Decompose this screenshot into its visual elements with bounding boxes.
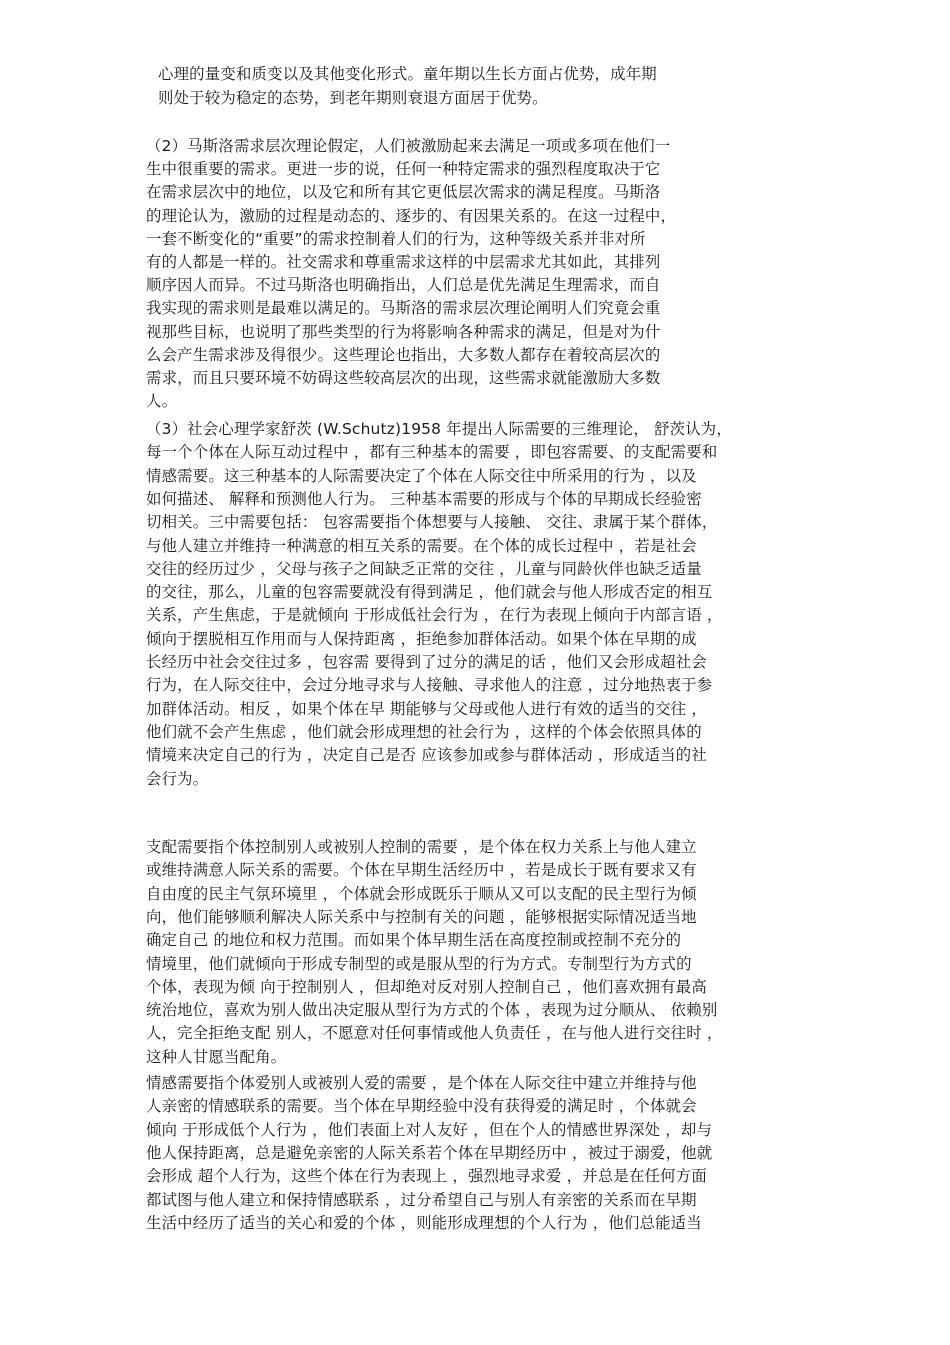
- paragraph-2-line-3: 在需求层次中的地位，以及它和所有其它更低层次需求的满足程度。马斯洛: [146, 183, 661, 202]
- paragraph-2-line-9: 视那些目标，也说明了那些类型的行为将影响各种需求的满足，但是对为什: [146, 322, 661, 341]
- paragraph-4-line-5: 确定自己 的地位和权力范围。而如果个体早期生活在高度控制或控制不充分的: [146, 931, 682, 950]
- paragraph-3-line-15: 情境来决定自己的行为 ，决定自己是否 应该参加或参与群体活动 ，形成适当的社: [146, 746, 707, 765]
- paragraph-2-line-4: 的理论认为，激励的过程是动态的、逐步的、有因果关系的。在这一过程中，: [146, 206, 677, 225]
- paragraph-3-line-12: 行为，在人际交往中，会过分地寻求与人接触、寻求他人的注意 ，过分地热衷于参: [146, 676, 713, 695]
- paragraph-2-line-1: （2）马斯洛需求层次理论假定，人们被激励起来去满足一项或多项在他们一: [146, 137, 671, 155]
- paragraph-4-line-4: 向，他们能够顺利解决人际关系中与控制有关的问题 ，能够根据实际情况适当地: [146, 907, 697, 926]
- paragraph-4-line-3: 自由度的民主气氛环境里 ，个体就会形成既乐于顺从又可以支配的民主型行为倾: [146, 884, 697, 903]
- paragraph-5-line-7: 生活中经历了适当的关心和爱的个体 ，则能形成理想的个人行为 ，他们总能适当: [146, 1213, 702, 1232]
- paragraph-3-line-8: 的交往，那么，儿童的包容需要就没有得到满足 ，他们就会与他人形成否定的相互: [146, 583, 713, 602]
- paragraph-3-line-13: 加群体活动。相反 ，如果个体在早 期能够与父母或他人进行有效的适当的交往 ，: [146, 699, 707, 718]
- paragraph-5-line-4: 他人保持距离，总是避免亲密的人际关系若个体在早期经历中 ，被过于溺爱，他就: [146, 1143, 713, 1162]
- paragraph-1-line-1: 心理的量变和质变以及其他变化形式。童年期以生长方面占优势，成年期: [158, 65, 657, 83]
- paragraph-4-line-1: 支配需要指个体控制别人或被别人控制的需要 ，是个体在权力关系上与他人建立: [146, 838, 697, 856]
- paragraph-5-line-6: 都试图与他人建立和保持情感联系 ，过分希望自己与别人有亲密的关系而在早期: [146, 1190, 697, 1209]
- paragraph-4-line-2: 或维持满意人际关系的需要。个体在早期生活经历中 ，若是成长于既有要求又有: [146, 861, 697, 880]
- paragraph-5-line-3: 倾向 于形成低个人行为 ，他们表面上对人友好 ，但在个人的情感世界深处 ，却与: [146, 1120, 713, 1139]
- paragraph-3-line-16: 会行为。: [146, 769, 209, 788]
- paragraph-3-line-3: 情感需要。这三种基本的人际需要决定了个体在人际交往中所采用的行为 ，以及: [146, 466, 697, 485]
- paragraph-2-line-7: 顺序因人而异。不过马斯洛也明确指出，人们总是优先满足生理需求，而自: [146, 276, 661, 295]
- paragraph-2-line-10: 么会产生需求涉及得很少。这些理论也指出，大多数人都存在着较高层次的: [146, 345, 661, 364]
- paragraph-3-line-2: 每一个个体在人际互动过程中 ，都有三种基本的需要 ，即包容需要、的支配需要和: [146, 443, 718, 462]
- paragraph-2-line-5: 一套不断变化的“重要”的需求控制着人们的行为，这种等级关系并非对所: [146, 229, 646, 248]
- paragraph-3-line-10: 倾向于摆脱相互作用而与人保持距离 ，拒绝参加群体活动。如果个体在早期的成: [146, 629, 697, 648]
- paragraph-3-line-6: 与他人建立并维持一种满意的相互关系的需要。在个体的成长过程中 ，若是社会: [146, 536, 697, 555]
- paragraph-5-line-2: 人亲密的情感联系的需要。当个体在早期经验中没有获得爱的满足时 ，个体就会: [146, 1097, 697, 1116]
- paragraph-2-line-11: 需求，而且只要环境不妨碍这些较高层次的出现，这些需求就能激励大多数: [146, 369, 661, 387]
- paragraph-4-line-9: 人，完全拒绝支配 别人，不愿意对任何事情或他人负责任 ，在与他人进行交往时 ，: [146, 1024, 723, 1043]
- paragraph-1-line-2: 则处于较为稳定的态势，到老年期则衰退方面居于优势。: [158, 88, 548, 107]
- paragraph-3-line-14: 他们就不会产生焦虑 ，他们就会形成理想的社会行为 ，这样的个体会依照具体的: [146, 722, 702, 741]
- paragraph-4-line-7: 个体，表现为倾 向于控制别人 ，但却绝对反对别人控制自己 ，他们喜欢拥有最高: [146, 977, 707, 996]
- paragraph-3-line-4: 如何描述、 解释和预测他人行为。 三种基本需要的形成与个体的早期成长经验密: [146, 489, 702, 508]
- paragraph-4-line-8: 统治地位，喜欢为别人做出决定服从型行为方式的个体 ，表现为过分顺从、 依赖别: [146, 1001, 718, 1020]
- paragraph-3-line-7: 交往的经历过少 ，父母与孩子之间缺乏正常的交往 ，儿童与同龄伙伴也缺乏适量: [146, 559, 702, 578]
- paragraph-4-line-10: 这种人甘愿当配角。: [146, 1047, 287, 1066]
- paragraph-4-line-6: 情境里，他们就倾向于形成专制型的或是服从型的行为方式。专制型行为方式的: [146, 954, 692, 973]
- paragraph-3-line-5: 切相关。三中需要包括： 包容需要指个体想要与人接触、 交往、隶属于某个群体，: [146, 513, 718, 532]
- paragraph-5-line-5: 会形成 超个人行为，这些个体在行为表现上 ，强烈地寻求爱 ，并总是在任何方面: [146, 1167, 707, 1186]
- paragraph-5-line-1: 情感需要指个体爱别人或被别人爱的需要 ，是个体在人际交往中建立并维持与他: [146, 1074, 697, 1092]
- paragraph-2-line-6: 有的人都是一样的。社交需求和尊重需求这样的中层需求尤其如此，其排列: [146, 253, 661, 271]
- paragraph-3-line-9: 关系，产生焦虑，于是就倾向 于形成低社会行为 ，在行为表现上倾向于内部言语 ，: [146, 606, 723, 625]
- paragraph-3-line-11: 长经历中社会交往过多 ，包容需 要得到了过分的满足的话 ，他们又会形成超社会: [146, 653, 707, 671]
- paragraph-3-line-1: （3）社会心理学家舒茨 (W.Schutz)1958 年提出人际需要的三维理论， 舒茨认为，: [146, 420, 732, 438]
- paragraph-2-line-12: 人。: [146, 392, 178, 411]
- paragraph-2-line-8: 我实现的需求则是最难以满足的。马斯洛的需求层次理论阐明人们究竟会重: [146, 299, 661, 318]
- paragraph-2-line-2: 生中很重要的需求。更进一步的说，任何一种特定需求的强烈程度取决于它: [146, 160, 661, 179]
